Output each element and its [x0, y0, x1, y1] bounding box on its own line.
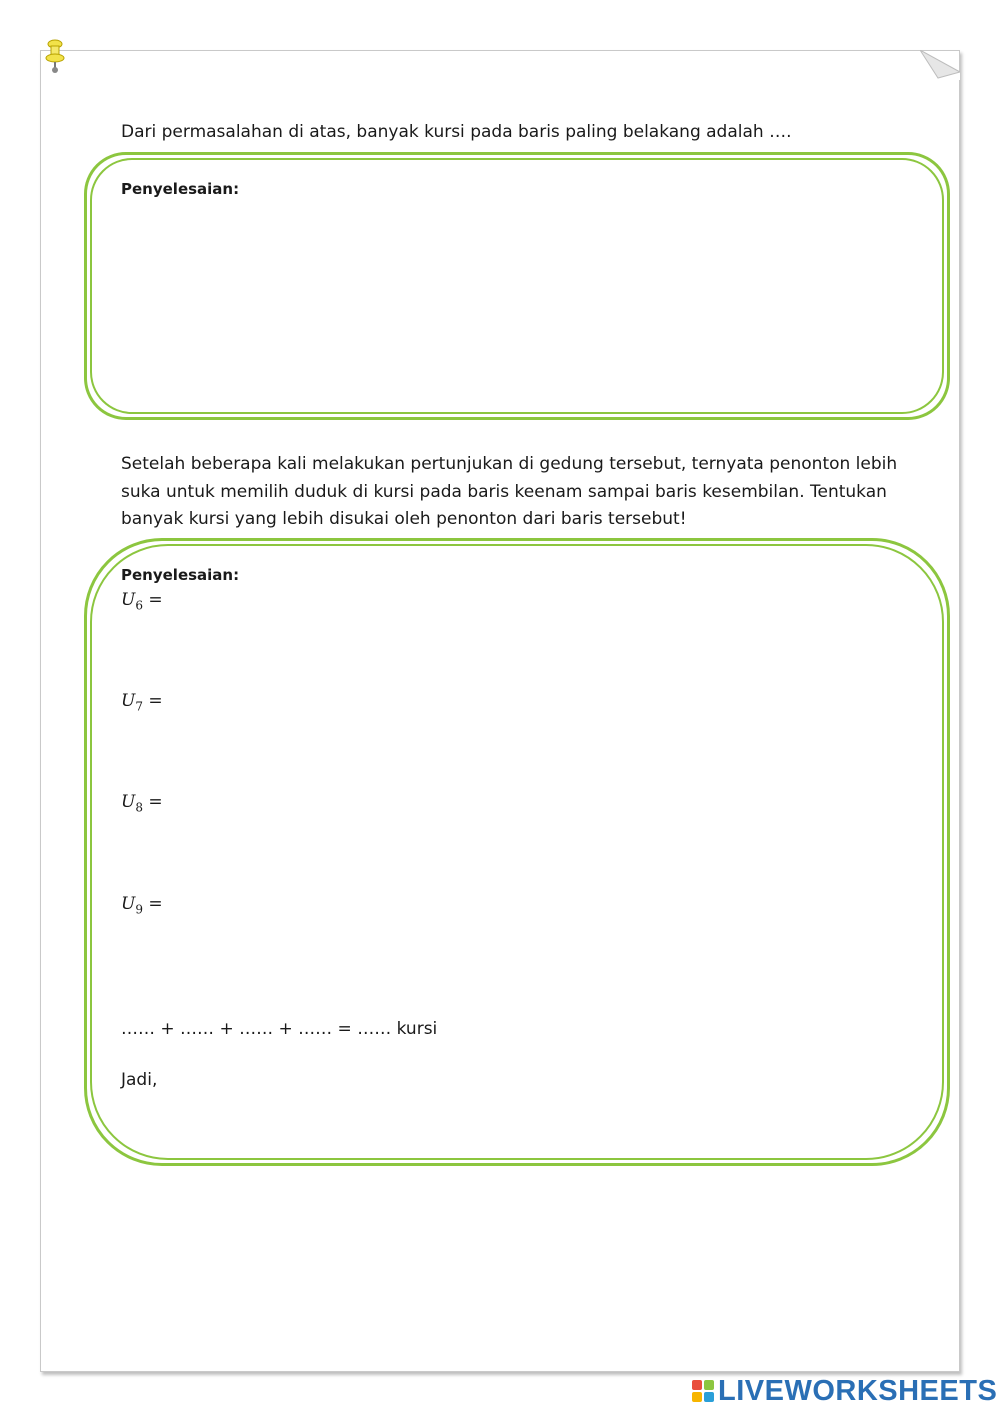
pushpin-icon [44, 38, 66, 74]
conclusion-text: Jadi, [121, 1070, 158, 1090]
sum-line: …… + …… + …… + …… = …… kursi [121, 1019, 438, 1039]
liveworksheets-logo[interactable] [692, 1374, 997, 1408]
question-2-text: Setelah beberapa kali melakukan pertunjukan di gedung tersebut, ternyata penonton lebih suka untuk memilih duduk di kursi pada baris keenam sampai baris kesembilan. Tentukan banyak kursi yang lebih disukai oleh penonton dari baris tersebut! [121, 454, 898, 529]
brand-name: LIVEWORKSHEETS [718, 1374, 998, 1407]
page-fold-icon [920, 50, 960, 80]
question-1-text: Dari permasalahan di atas, banyak kursi pada baris paling belakang adalah …. [121, 122, 792, 142]
term-u7: $U_7$ = [121, 691, 163, 714]
term-u6: $U_6$ = [121, 590, 163, 613]
term-u8: $U_8$ = [121, 792, 163, 815]
answer-box-1-label: Penyelesaian: [121, 180, 240, 198]
answer-box-2-label: Penyelesaian: [121, 566, 240, 584]
term-u9: $U_9$ = [121, 894, 163, 917]
brand-mark-icon [692, 1380, 714, 1402]
answer-box-2[interactable] [84, 538, 950, 1166]
